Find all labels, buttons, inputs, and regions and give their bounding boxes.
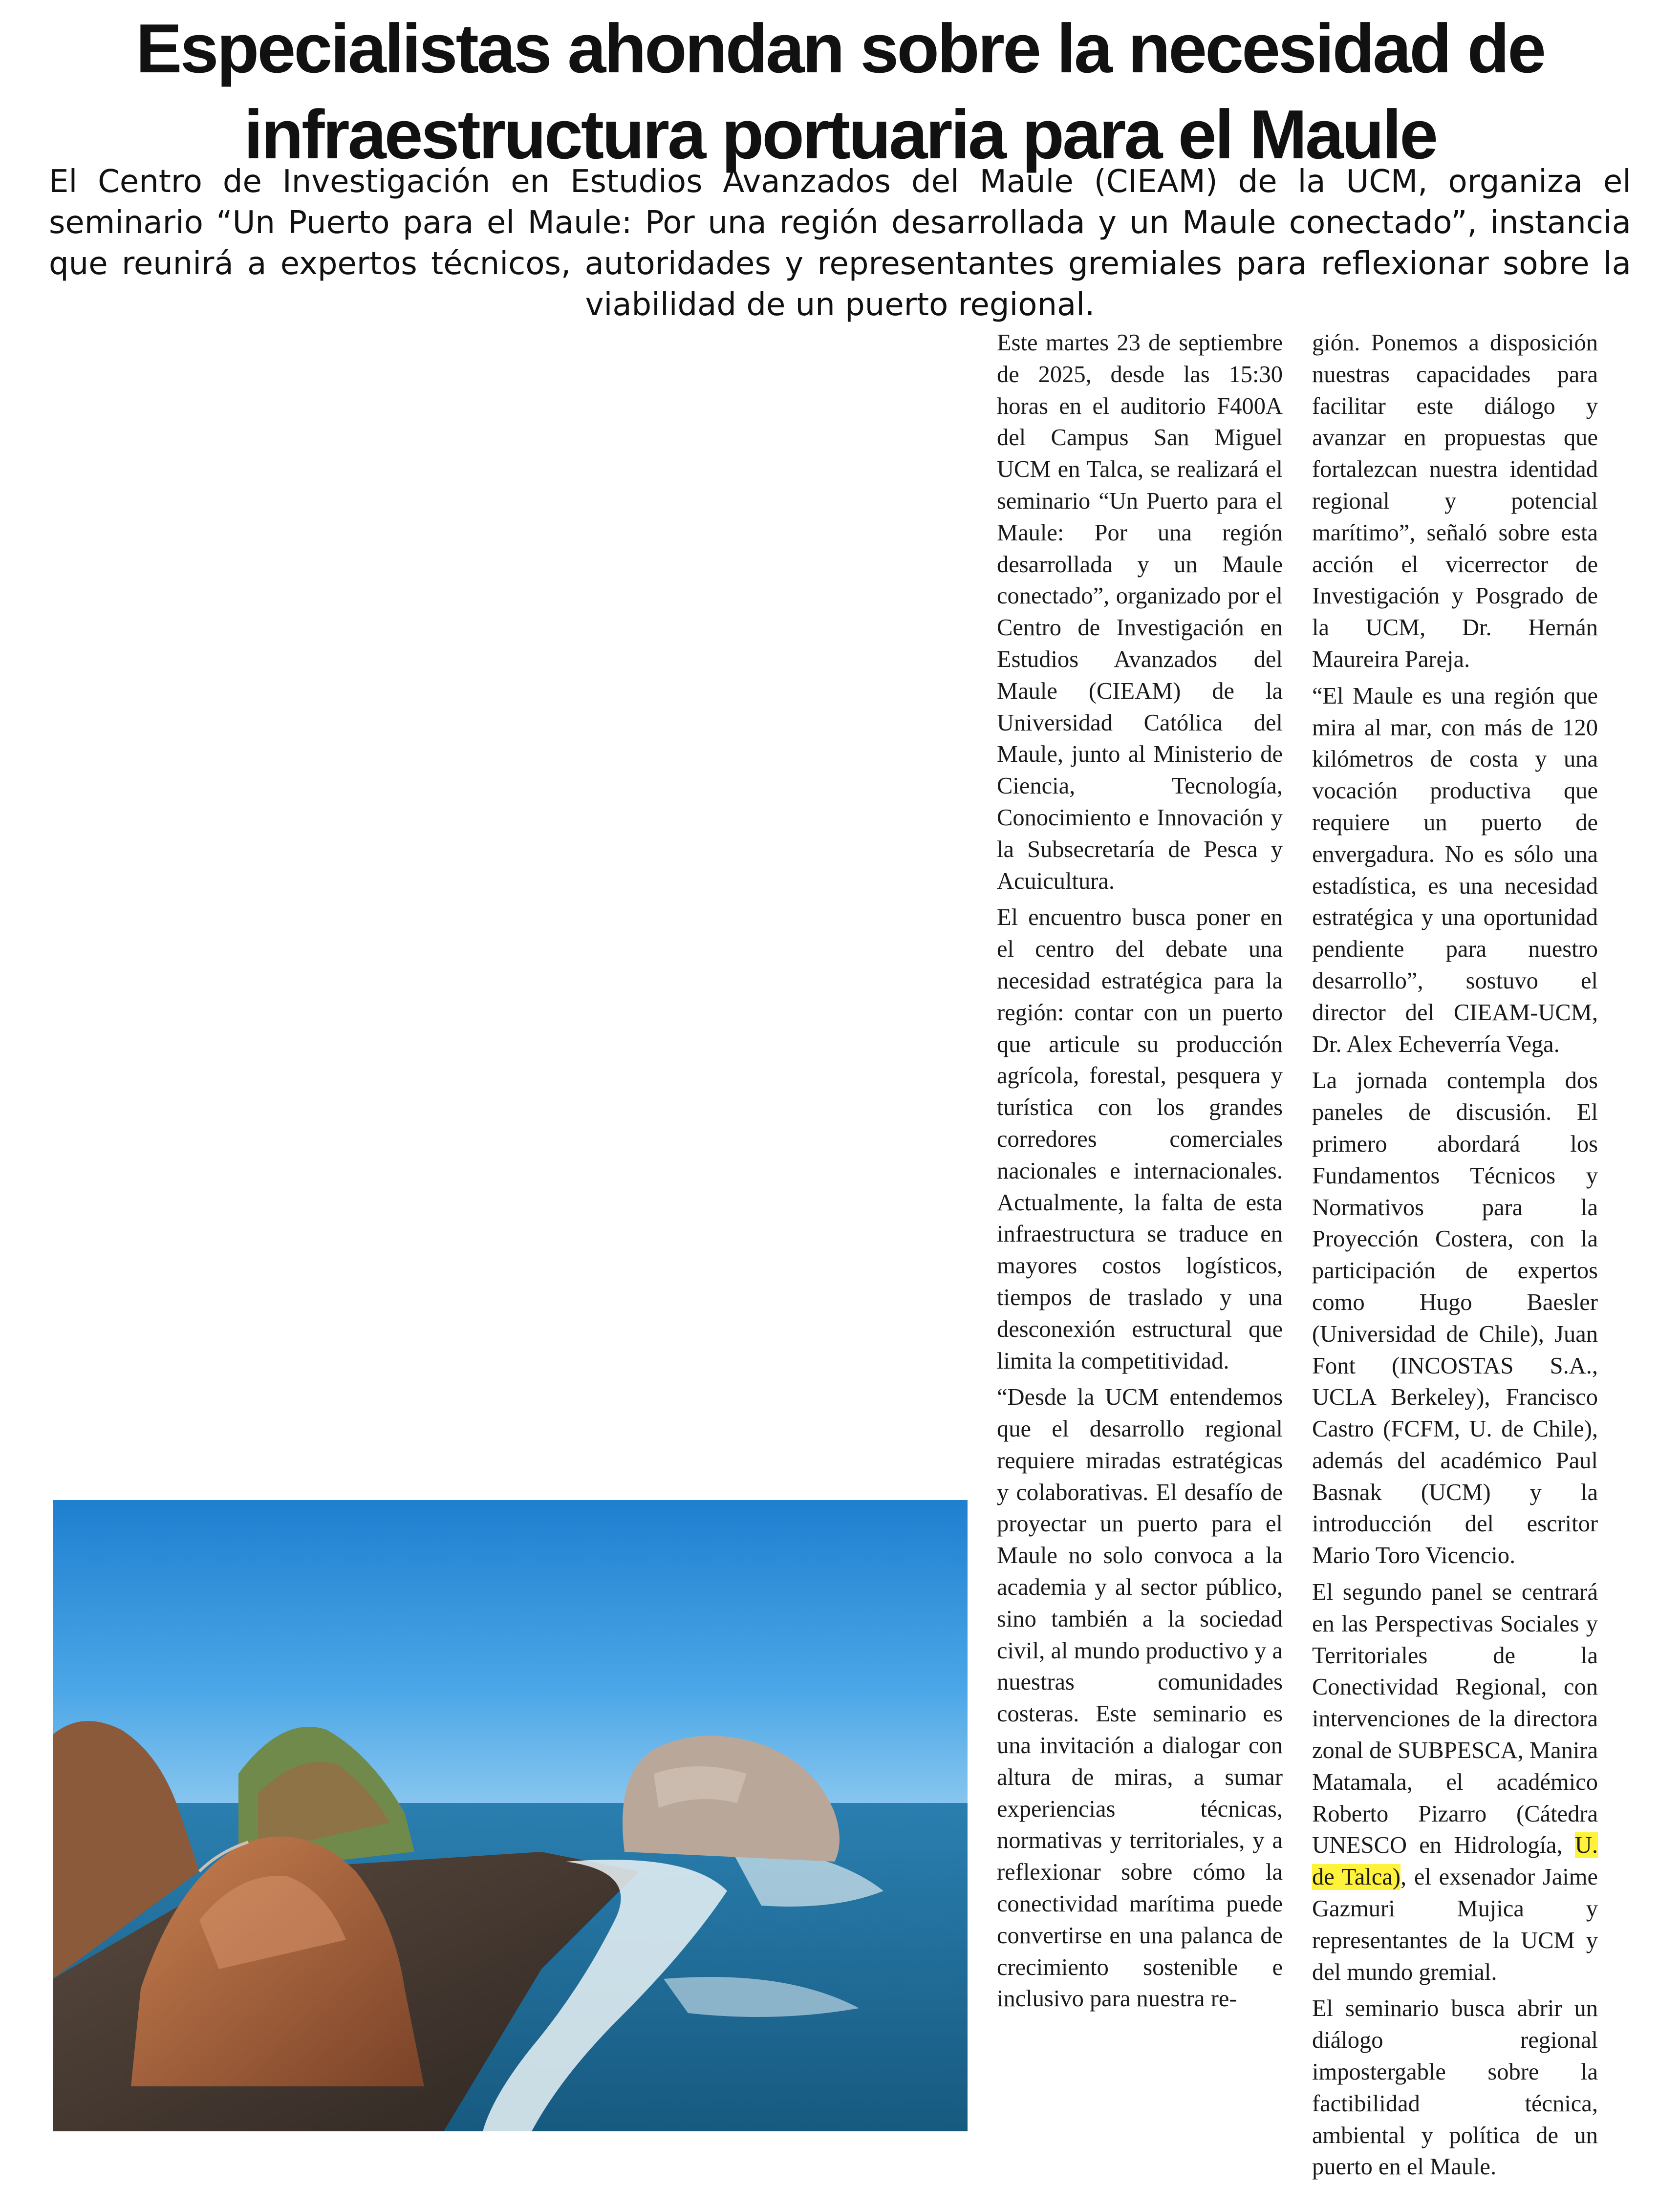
body-paragraph: gión. Ponemos a disposición nuestras capacidades para facilitar este diálogo y avanzar en propuestas que fortalezcan nuestra identidad regional y potencial marítimo”, señaló sobre esta acción el vicerrector de Investigación y Posgrado de la UCM, Dr. Hernán Maureira Pareja.	[1312, 330, 1598, 672]
body-column-1	[997, 327, 1283, 2020]
body-paragraph: Este martes 23 de septiembre de 2025, desde las 15:30 horas en el auditorio F400A del Campus San Miguel UCM en Talca, se realizará el seminario “Un Puerto para el Maule: Por una región desarrollada y un Maule conectado”, organizado por el Centro de Investigación en Estudios Avanzados del Maule (CIEAM) de la Universidad Católica del Maule, junto al Ministerio de Ciencia, Tecnología, Conocimiento e Innovación y la Subsecretaría de Pesca y Acuicultura.	[997, 330, 1283, 894]
coastline-illustration	[53, 1500, 968, 2131]
body-paragraph-highlighted	[1312, 1577, 1598, 1988]
body-paragraph: El seminario busca abrir un diálogo regional impostergable sobre la factibilidad técnica, ambiental y política de un puerto en el Maule.	[1312, 1995, 1598, 2180]
body-paragraph: La jornada contempla dos paneles de discusión. El primero abordará los Fundamentos Técnicos y Normativos para la Proyección Costera, con la participación de expertos como Hugo Baesler (Universidad de Chile), Juan Font (INCOSTAS S.A., UCLA Berkeley), Francisco Castro (FCFM, U. de Chile), además del académico Paul Basnak (UCM) y la introducción del escritor Mario Toro Vicencio.	[1312, 1068, 1598, 1569]
body-paragraph: “El Maule es una región que mira al mar, con más de 120 kilómetros de costa y una vocación productiva que requiere un puerto de envergadura. No es sólo una estadística, es una necesidad estratégica y una oportunidad pendiente para nuestro desarrollo”, sostuvo el director del CIEAM-UCM, Dr. Alex Echeverría Vega.	[1312, 683, 1598, 1057]
body-paragraph: “Desde la UCM entendemos que el desarrollo regional requiere miradas estratégicas y colaborativas. El desafío de proyectar un puerto para el Maule no solo convoca a la academia y al sector público, sino también a la sociedad civil, al mundo productivo y a nuestras comunidades costeras. Este seminario es una invitación a dialogar con altura de miras, a sumar experiencias técnicas, normativas y territoriales, y a reflexionar sobre cómo la conectividad marítima puede convertirse en una palanca de crecimiento sostenible e inclusivo para nuestra re-	[997, 1384, 1283, 2012]
headline	[59, 6, 1621, 178]
lead-paragraph: El Centro de Investigación en Estudios Avanzados del Maule (CIEAM) de la UCM, organiza el seminario “Un Puerto para el Maule: Por una región desarrollada y un Maule conectado”, instancia que reunirá a expertos técnicos, autoridades y representantes gremiales para reflexionar sobre la viabilidad de un puerto regional.	[49, 164, 1631, 323]
sky	[53, 1500, 968, 1813]
coastal-photo	[53, 1500, 968, 2131]
body-column-2	[1312, 327, 1598, 2188]
headline-line-2: infraestructura portuaria para el Maule	[243, 96, 1437, 173]
headline-line-1: Especialistas ahondan sobre la necesidad de	[135, 10, 1545, 87]
body-text: El segundo panel se centrará en las Perspectivas Sociales y Territoriales de la Conectividad Regional, con intervenciones de la directora zonal de SUBPESCA, Manira Matamala, el académico Roberto Pizarro (Cátedra UNESCO en Hidrología,	[1312, 1579, 1598, 1859]
body-text: , el exsenador Jaime Gazmuri Mujica y representantes de la UCM y del mundo gremial.	[1312, 1864, 1598, 1985]
highlighted-text: U. de Talca)	[1312, 1832, 1598, 1890]
body-paragraph: El encuentro busca poner en el centro del debate una necesidad estratégica para la región: contar con un puerto que articule su producción agrícola, forestal, pesquera y turística con los grandes corredores comerciales nacionales e internacionales. Actualmente, la falta de esta infraestructura se traduce en mayores costos logísticos, tiempos de traslado y una desconexión estructural que limita la competitividad.	[997, 904, 1283, 1374]
